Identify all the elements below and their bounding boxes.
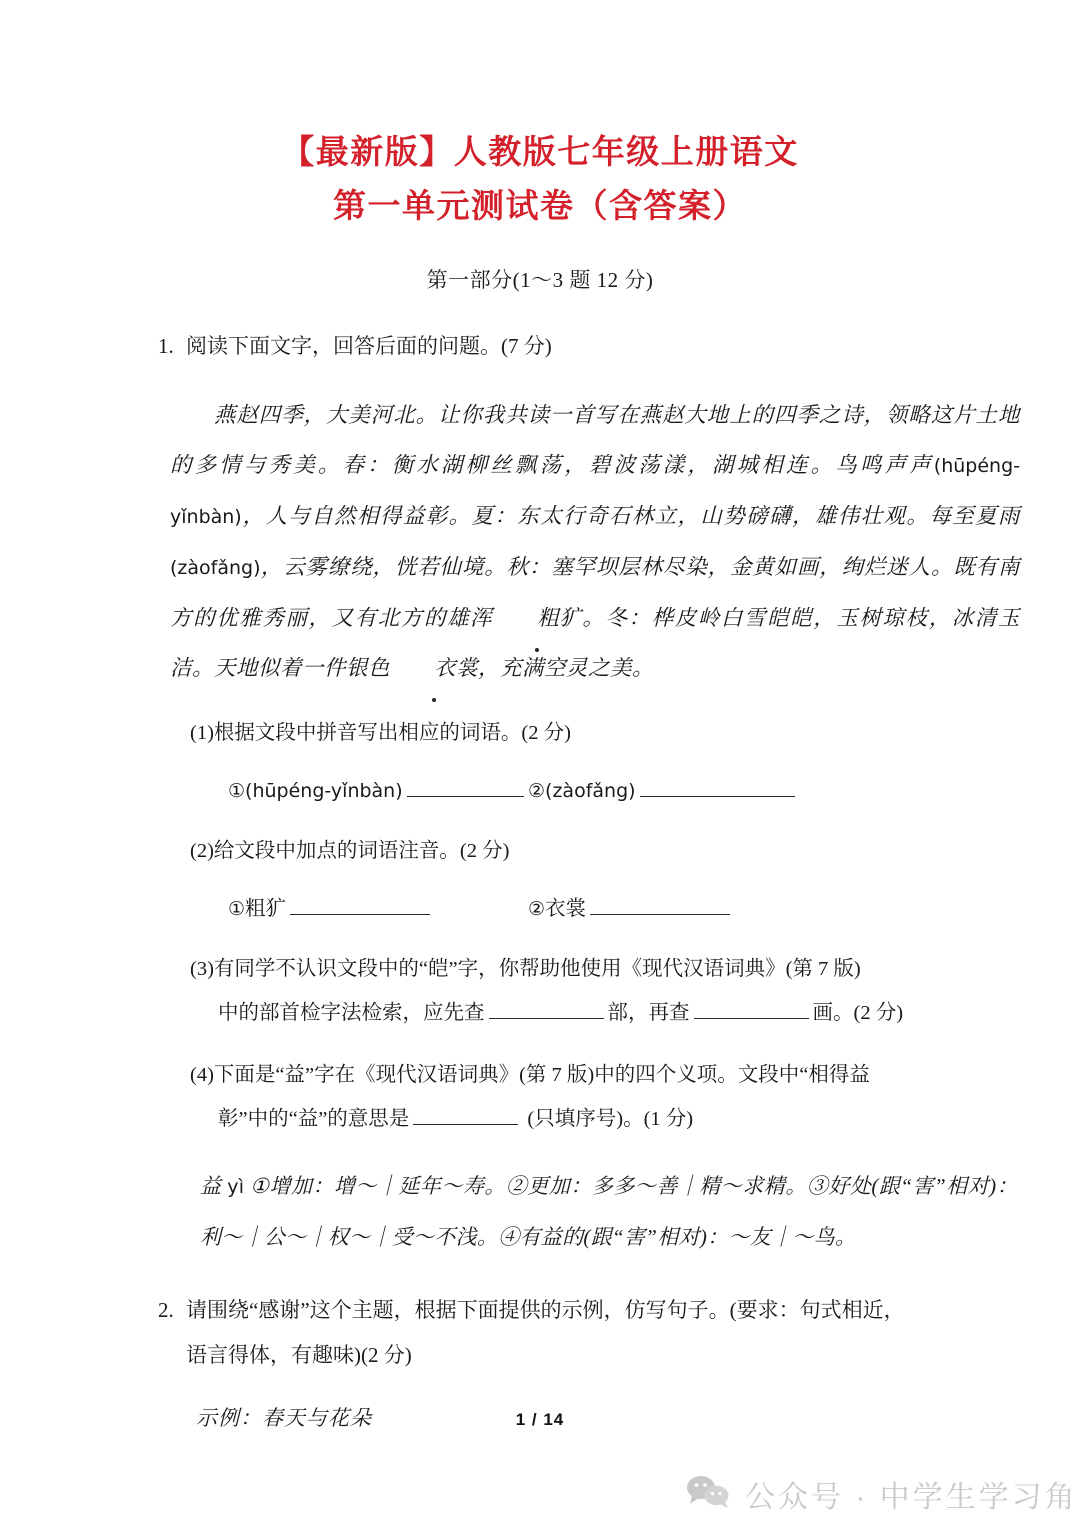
- question-1-number: 1.: [158, 334, 174, 358]
- emphasized-word-cuguang: 粗犷: [493, 593, 581, 643]
- sub3-text-a: 中的部首检字法检索，应先查: [218, 1002, 485, 1024]
- sub4-text-a: 彰”中的“益”的意思是: [218, 1108, 410, 1130]
- item-marker-1: ①: [228, 780, 246, 802]
- page-title-line-1: 【最新版】人教版七年级上册语文: [281, 135, 799, 171]
- page-number: 1 / 14: [515, 1410, 565, 1429]
- sub-question-4: [190, 1053, 1018, 1141]
- passage-segment-5: ，充满空灵之美。: [478, 656, 655, 680]
- wechat-icon: [686, 1475, 732, 1514]
- sub-question-2-answer-row: [228, 889, 1018, 929]
- sub4-text-b: (只填序号)。(1 分): [527, 1108, 694, 1130]
- section-heading: 第一部分(1～3 题 12 分): [426, 268, 654, 292]
- sub-question-3-line-2: [218, 991, 1018, 1035]
- sub-question-1-answer-row: [228, 771, 1018, 811]
- sub-question-4-line-1: (4)下面是“益”字在《现代汉语词典》(第 7 版)中的四个义项。文段中“相得益: [190, 1064, 870, 1086]
- sub-question-3: [190, 947, 1018, 1035]
- passage-pinyin-2: (zàofǎng): [170, 557, 261, 579]
- question-2-line-2: 语言得体，有趣味)(2 分): [186, 1343, 412, 1367]
- item-pinyin-1: (hūpéng-yǐnbàn): [245, 780, 403, 802]
- page-title-line-2: 第一单元测试卷（含答案）: [333, 189, 747, 225]
- question-2-line-1: 请围绕“感谢”这个主题，根据下面提供的示例，仿写句子。(要求：句式相近，: [186, 1298, 905, 1322]
- answer-blank-meaning[interactable]: [413, 1104, 518, 1125]
- dictionary-definitions: ①增加：增～｜延年～寿。②更加：多多～善｜精～求精。③好处(跟“害”相对)：利～｜公～｜权～｜受～不浅。④有益的(跟“害”相对)：～友｜～鸟。: [200, 1174, 1018, 1249]
- answer-blank-radical[interactable]: [489, 998, 604, 1019]
- item-marker-1: ①: [228, 898, 246, 920]
- item-word-2: 衣裳: [545, 898, 587, 920]
- answer-blank-1[interactable]: [407, 776, 524, 797]
- passage-segment-2: ，人与自然相得益彰。夏：东太行奇石林立，山势磅礴，雄伟壮观。每至夏雨: [241, 504, 1020, 528]
- sub-question-2-label: (2)给文段中加点的词语注音。(2 分): [190, 840, 510, 862]
- question-1-prompt: [158, 324, 1018, 368]
- sub1-item-2: [528, 771, 799, 811]
- answer-blank-strokes[interactable]: [694, 998, 809, 1019]
- dictionary-headword: 益: [200, 1174, 222, 1198]
- watermark: [686, 1472, 1078, 1516]
- passage-segment-3: ，云雾缭绕，恍若仙境。秋：塞罕坝层林尽染，金黄如画，绚烂迷人。既有南方的优雅秀丽，又有北方的雄浑: [170, 555, 1020, 630]
- dictionary-pinyin: yì: [227, 1176, 245, 1198]
- sub3-text-c: 画。(2 分): [812, 1002, 904, 1024]
- sub3-text-b: 部，再查: [607, 1002, 690, 1024]
- question-1-text: 阅读下面文字，回答后面的问题。(7 分): [186, 334, 552, 358]
- dictionary-entry: [200, 1161, 1018, 1262]
- item-marker-2: ②: [528, 898, 546, 920]
- item-pinyin-2: (zàofǎng): [545, 780, 636, 802]
- sub-question-3-line-1: (3)有同学不认识文段中的“皑”字，你帮助他使用《现代汉语词典》(第 7 版): [190, 958, 861, 980]
- passage-segment-1: 燕赵四季，大美河北。让你我共读一首写在燕赵大地上的四季之诗，领略这片土地的多情与秀美。春：衡水湖柳丝飘荡，碧波荡漾，湖城相连。鸟鸣声声: [170, 403, 1020, 477]
- sub1-item-1: [228, 771, 528, 811]
- answer-blank-4[interactable]: [590, 894, 730, 915]
- sub-question-1-label: (1)根据文段中拼音写出相应的词语。(2 分): [190, 722, 571, 744]
- question-2-number: 2.: [158, 1298, 174, 1322]
- sub2-item-1: [228, 889, 528, 929]
- item-marker-2: ②: [528, 780, 546, 802]
- answer-blank-3[interactable]: [290, 894, 430, 915]
- reading-passage: [170, 390, 1020, 693]
- sub-question-4-line-2: [218, 1097, 1018, 1141]
- question-2: [158, 1288, 1018, 1378]
- question-2-example: 示例：春天与花朵: [196, 1406, 372, 1430]
- passage-pinyin-1: (hūpéng-yǐnbàn): [170, 455, 1020, 528]
- watermark-text: 公众号 · 中学生学习角: [745, 1481, 1078, 1514]
- item-word-1: 粗犷: [245, 898, 287, 920]
- answer-blank-2[interactable]: [640, 776, 795, 797]
- emphasized-word-yishang: 衣裳: [390, 643, 478, 693]
- passage-segment-4: 。冬：桦皮岭白雪皑皑，玉树琼枝，冰清玉洁。天地似着一件银色: [170, 606, 1020, 680]
- sub2-item-2: [528, 889, 734, 929]
